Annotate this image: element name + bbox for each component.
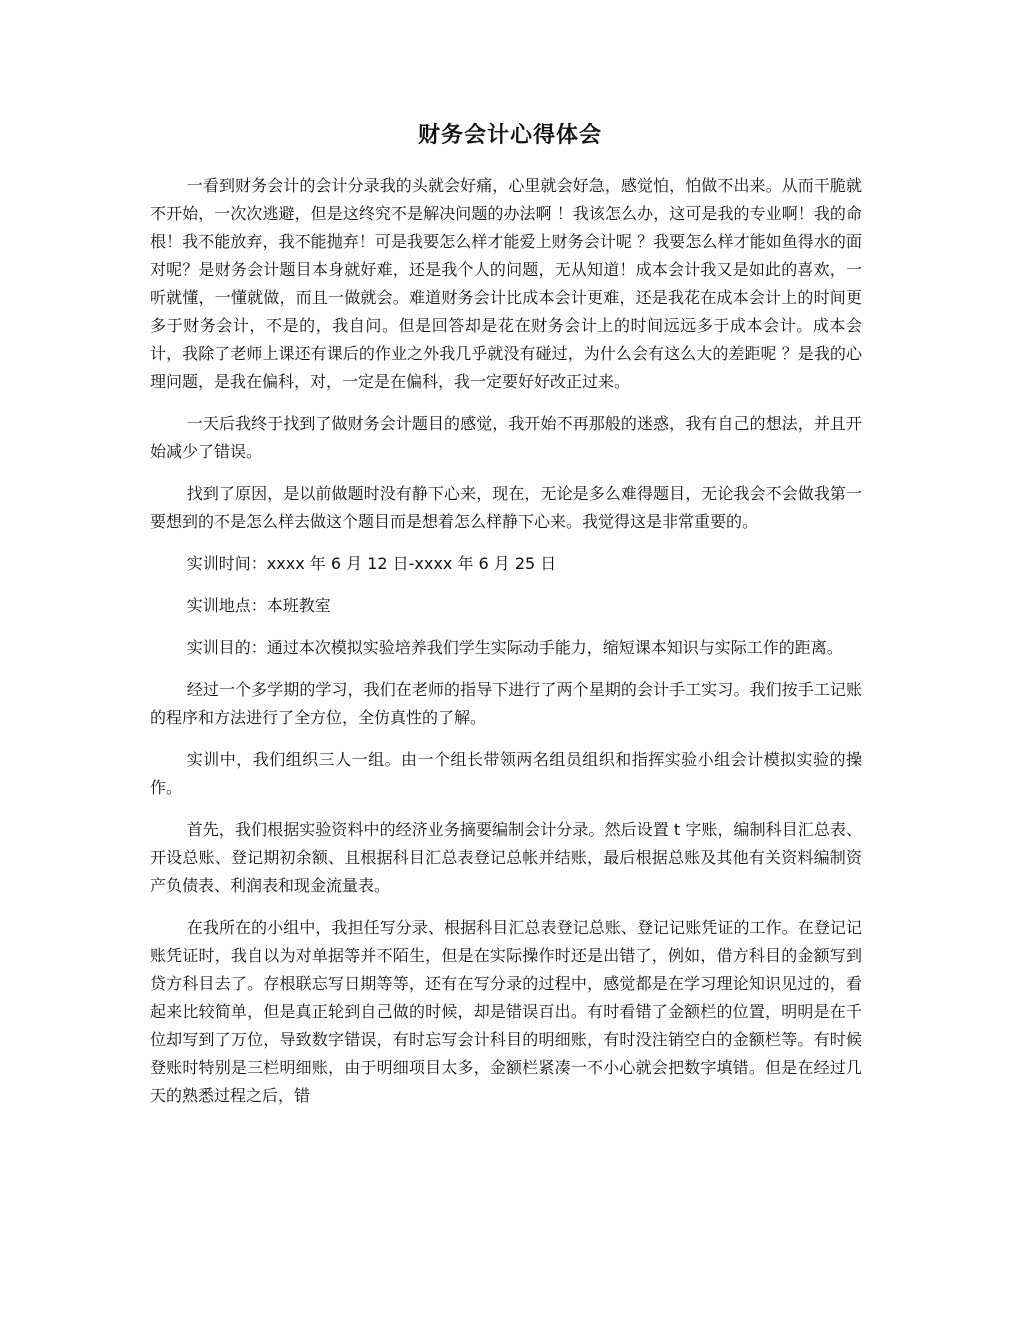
paragraph-3: 找到了原因，是以前做题时没有静下心来，现在，无论是多么难得题目，无论我会不会做我第一要想到的不是怎么样去做这个题目而是想着怎么样静下心来。我觉得这是非常重要的。 [150,484,862,531]
paragraph-2: 一天后我终于找到了做财务会计题目的感觉，我开始不再那般的迷惑，我有自己的想法，并且开始减少了错误。 [150,414,862,461]
paragraph-9: 首先，我们根据实验资料中的经济业务摘要编制会计分录。然后设置 t 字账，编制科目汇总表、开设总账、登记期初余额、且根据科目汇总表登记总帐并结账，最后根据总账及其他有关资料编制资产负债表、利润表和现金流量表。 [150,820,862,895]
document-body [150,172,862,1124]
paragraph-7: 经过一个多学期的学习，我们在老师的指导下进行了两个星期的会计手工实习。我们按手工记账的程序和方法进行了全方位，全仿真性的了解。 [150,680,862,727]
paragraph-8: 实训中，我们组织三人一组。由一个组长带领两名组员组织和指挥实验小组会计模拟实验的操作。 [150,750,862,797]
training-location: 实训地点：本班教室 [186,596,331,615]
training-time: 实训时间：xxxx 年 6 月 12 日-xxxx 年 6 月 25 日 [186,554,557,573]
training-purpose: 实训目的：通过本次模拟实验培养我们学生实际动手能力，缩短课本知识与实际工作的距离。 [186,638,843,657]
paragraph-1: 一看到财务会计的会计分录我的头就会好痛，心里就会好急，感觉怕，怕做不出来。从而干脆就不开始，一次次逃避，但是这终究不是解决问题的办法啊 ！我该怎么办，这可是我的专业啊！我的命根！我不能放弃，我不能抛弃！可是我要怎么样才能爱上财务会计呢 ？我要怎么样才能如鱼得水的面对呢？是财务会计题目本身就好难，还是我个人的问题，无从知道！成本会计我又是如此的喜欢，一听就懂，一懂就做，而且一做就会。难道财务会计比成本会计更难，还是我花在成本会计上的时间更多于财务会计，不是的，我自问。但是回答却是花在财务会计上的时间远远多于成本会计。成本会计，我除了老师上课还有课后的作业之外我几乎就没有碰过，为什么会有这么大的差距呢 ？是我的心理问题，是我在偏科，对，一定是在偏科，我一定要好好改正过来。 [150,176,862,391]
document-title: 财务会计心得体会 [417,123,602,148]
paragraph-10: 在我所在的小组中，我担任写分录、根据科目汇总表登记总账、登记记账凭证的工作。在登记记账凭证时，我自以为对单据等并不陌生，但是在实际操作时还是出错了，例如，借方科目的金额写到贷方科目去了。存根联忘写日期等等，还有在写分录的过程中，感觉都是在学习理论知识见过的，看起来比较简单，但是真正轮到自己做的时候，却是错误百出。有时看错了金额栏的位置，明明是在千位却写到了万位，导致数字错误，有时忘写会计科目的明细账，有时没注销空白的金额栏等。有时候登账时特别是三栏明细账，由于明细项目太多，金额栏紧凑一不小心就会把数字填错。但是在经过几天的熟悉过程之后，错 [150,918,862,1105]
